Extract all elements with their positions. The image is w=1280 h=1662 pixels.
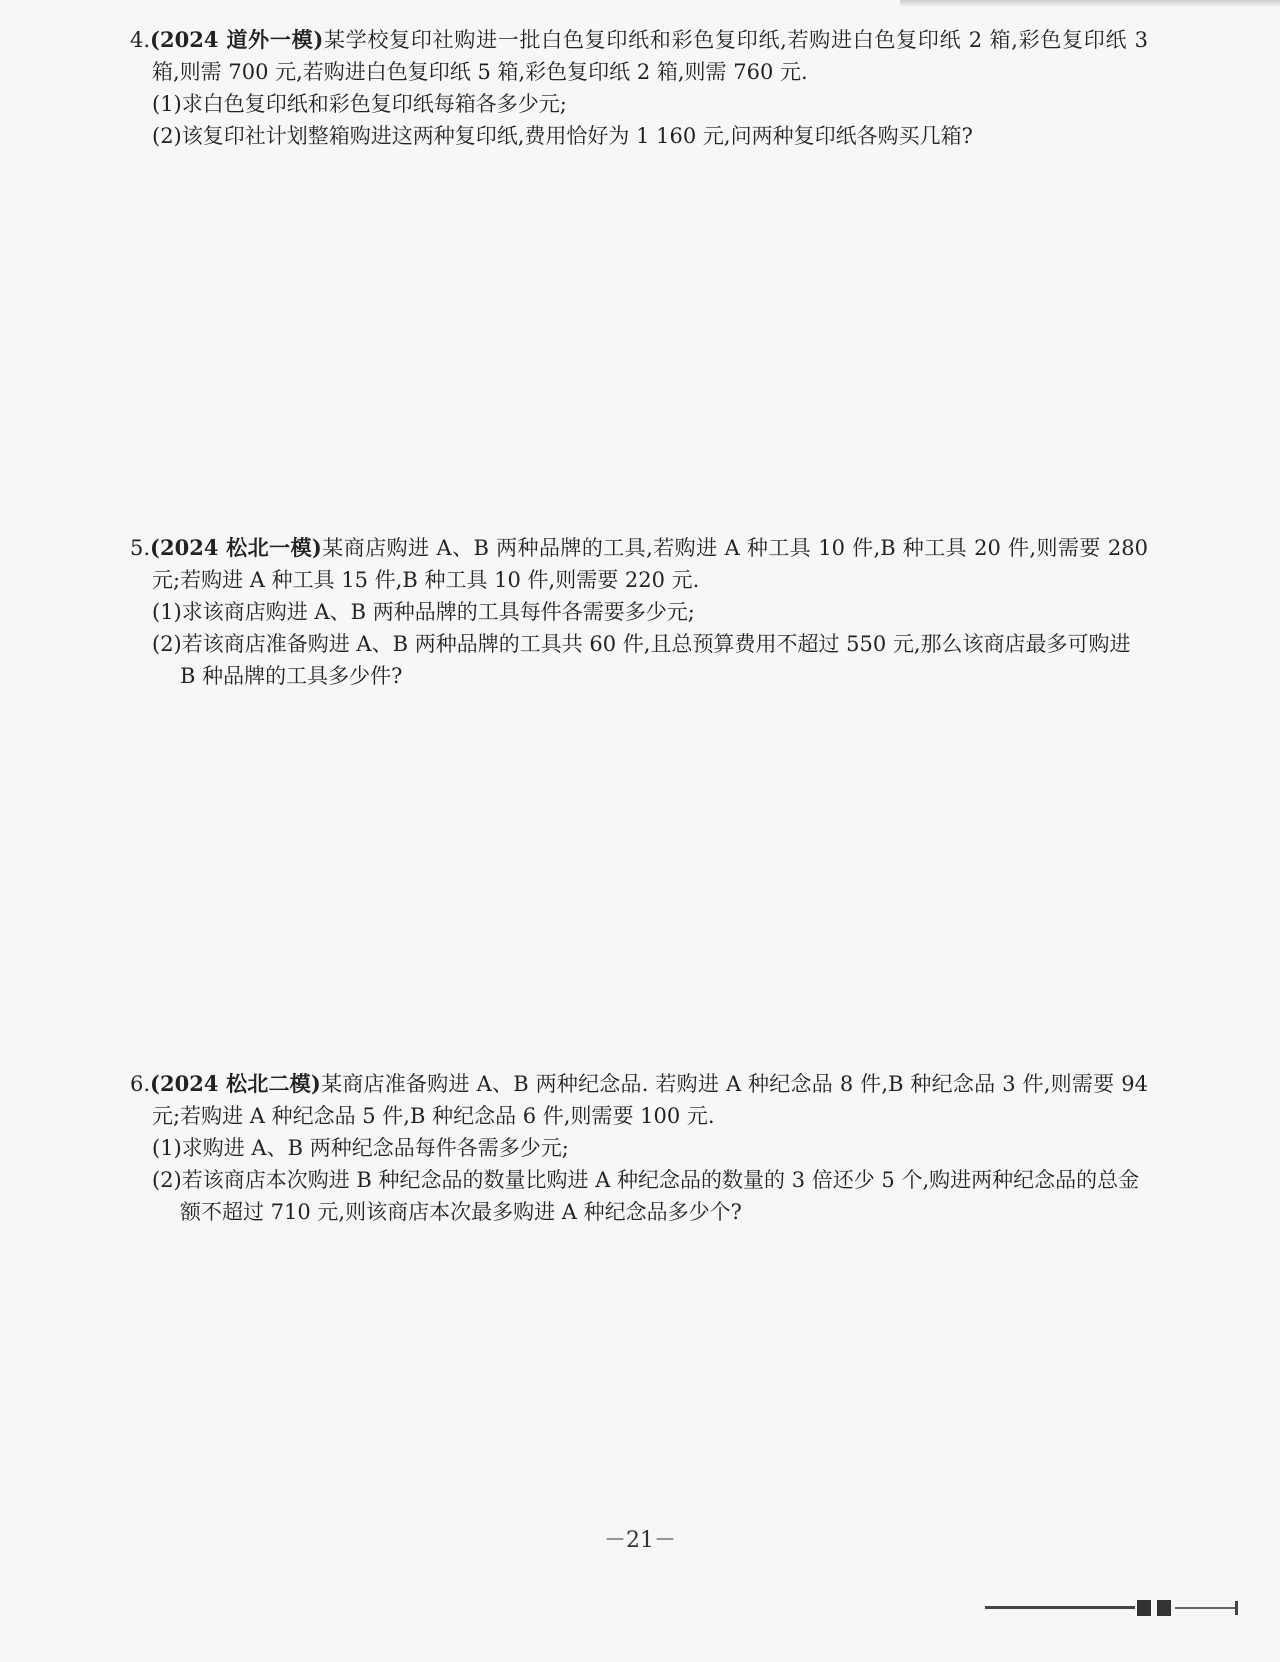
problem-4 (130, 24, 1148, 152)
sub-question-2: (2)若该商店准备购进 A、B 两种品牌的工具共 60 件,且总预算费用不超过 550 元,那么该商店最多可购进 B 种品牌的工具多少件? (152, 632, 1131, 688)
sub-question-1: (1)求白色复印纸和彩色复印纸每箱各多少元; (152, 92, 567, 116)
problem-source: (2024 松北一模) (150, 535, 322, 560)
problem-stem-text: 某商店准备购进 A、B 两种纪念品. 若购进 A 种纪念品 8 件,B 种纪念品 3 件,则需要 94 元;若购进 A 种纪念品 5 件,B 种纪念品 6 件,则需要 100 元. (152, 1072, 1148, 1128)
problem-6-stem (130, 1068, 1148, 1132)
page-edge-shadow (900, 0, 1280, 6)
problem-4-stem (130, 24, 1148, 88)
problem-number: 5. (130, 536, 151, 560)
problem-5 (130, 532, 1148, 692)
problem-source: (2024 道外一模) (150, 27, 324, 52)
problem-number: 6. (130, 1072, 151, 1096)
sub-question-2: (2)若该商店本次购进 B 种纪念品的数量比购进 A 种纪念品的数量的 3 倍还少 5 个,购进两种纪念品的总金额不超过 710 元,则该商店本次最多购进 A 种纪念品多少个? (152, 1168, 1140, 1224)
problem-source: (2024 松北二模) (150, 1071, 321, 1096)
sub-question-1: (1)求购进 A、B 两种纪念品每件各需多少元; (152, 1136, 569, 1160)
problem-stem-text: 某商店购进 A、B 两种品牌的工具,若购进 A 种工具 10 件,B 种工具 20 件,则需要 280 元;若购进 A 种工具 15 件,B 种工具 10 件,则需要 220 元. (152, 536, 1149, 592)
problem-stem-text: 某学校复印社购进一批白色复印纸和彩色复印纸,若购进白色复印纸 2 箱,彩色复印纸 3 箱,则需 700 元,若购进白色复印纸 5 箱,彩色复印纸 2 箱,则需 760 元. (152, 28, 1148, 84)
problem-5-stem (130, 532, 1148, 596)
problem-6 (130, 1068, 1148, 1228)
scroll-indicator (985, 1597, 1247, 1617)
sub-question-2: (2)该复印社计划整箱购进这两种复印纸,费用恰好为 1 160 元,问两种复印纸各购买几箱? (152, 124, 973, 148)
problem-number: 4. (130, 28, 151, 52)
sub-question-1: (1)求该商店购进 A、B 两种品牌的工具每件各需要多少元; (152, 600, 695, 624)
page-number: －21－ (604, 1528, 676, 1553)
